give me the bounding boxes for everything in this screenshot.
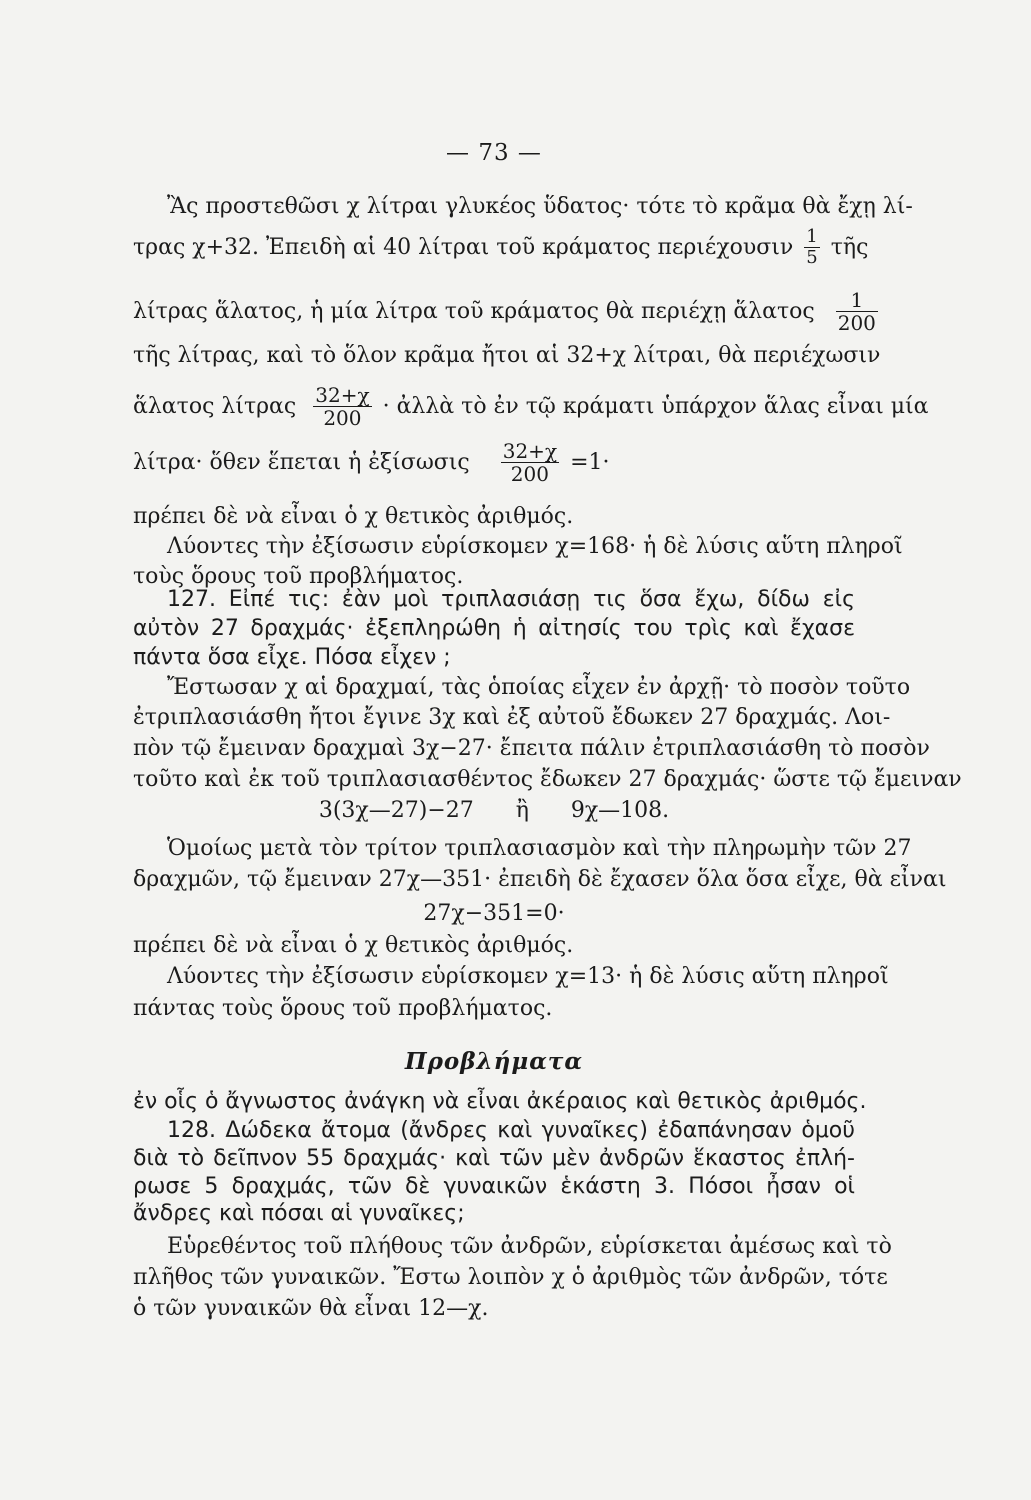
problem-128-line: διὰ τὸ δεῖπνον 55 δραχμάς· καὶ τῶν μὲν ἀνδρῶν ἕκαστος ἐπλή-: [133, 1146, 855, 1171]
text-line-with-fraction: [133, 288, 876, 335]
section-subtitle: ἐν οἷς ὁ ἄγνωστος ἀνάγκη νὰ εἶναι ἀκέραιος καὶ θετικὸς ἀριθμός.: [133, 1089, 867, 1114]
text-line-with-fraction: [133, 226, 869, 268]
text-line: δραχμῶν, τῷ ἔμειναν 27χ—351· ἐπειδὴ δὲ ἔχασεν ὅλα ὅσα εἶχε, θὰ εἶναι: [133, 867, 947, 892]
equation-line: 3(3χ—27)−27 ἢ 9χ—108.: [318, 798, 670, 823]
problem-127-line: αὐτὸν 27 δραχμάς· ἐξεπληρώθη ἡ αἰτησίς του τρὶς καὶ ἔχασε: [133, 616, 855, 641]
fraction-denominator: 5: [806, 246, 818, 268]
text-line: Ὁμοίως μετὰ τὸν τρίτον τριπλασιασμὸν καὶ τὴν πληρωμὴν τῶν 27: [167, 836, 912, 861]
problem-128-line: 128. Δώδεκα ἄτομα (ἄνδρες καὶ γυναῖκες) ἐδαπάνησαν ὁμοῦ: [167, 1118, 855, 1143]
section-heading: Προβλήματα: [404, 1048, 584, 1075]
document-page: [133, 0, 962, 1500]
text-fragment: λίτρας ἅλατος, ἡ μία λίτρα τοῦ κράματος θὰ περιέχῃ ἅλατος: [133, 299, 815, 324]
text-line: πρέπει δὲ νὰ εἶναι ὁ χ θετικὸς ἀριθμός.: [133, 933, 574, 958]
text-line: Λύοντες τὴν ἐξίσωσιν εὑρίσκομεν χ=13· ἡ δὲ λύσις αὕτη πληροῖ: [167, 964, 889, 989]
problem-127-line: πάντα ὅσα εἶχε. Πόσα εἶχεν ;: [133, 645, 451, 670]
fraction-denominator: 200: [837, 311, 876, 335]
text-line: τῆς λίτρας, καὶ τὸ ὅλον κρᾶμα ἤτοι αἱ 32+χ λίτραι, θὰ περιέχωσιν: [133, 343, 881, 368]
text-fragment: τῆς: [830, 234, 869, 260]
text-line: Εὑρεθέντος τοῦ πλήθους τῶν ἀνδρῶν, εὑρίσκεται ἀμέσως καὶ τὸ: [167, 1234, 892, 1259]
text-line: τοῦτο καὶ ἐκ τοῦ τριπλασιασθέντος ἔδωκεν 27 δραχμάς· ὥστε τῷ ἔμειναν: [133, 767, 962, 792]
text-fragment: τρας χ+32. Ἐπειδὴ αἱ 40 λίτραι τοῦ κράματος περιέχουσιν: [133, 234, 794, 260]
page-number: — 73 —: [446, 140, 542, 166]
text-line: Ἂς προστεθῶσι χ λίτραι γλυκέος ὕδατος· τότε τὸ κρᾶμα θὰ ἔχῃ λί-: [167, 194, 913, 219]
text-line: πλῆθος τῶν γυναικῶν. Ἔστω λοιπὸν χ ὁ ἀριθμὸς τῶν ἀνδρῶν, τότε: [133, 1265, 888, 1290]
text-line: πὸν τῷ ἔμειναν δραχμαὶ 3χ−27· ἔπειτα πάλιν ἐτριπλασιάσθη τὸ ποσὸν: [133, 736, 930, 761]
fraction-numerator: 32+χ: [502, 439, 558, 463]
text-fragment: · ἀλλὰ τὸ ἐν τῷ κράματι ὑπάρχον ἅλας εἶναι μία: [382, 394, 929, 419]
fraction-one-fifth: [804, 228, 819, 268]
text-line: Ἔστωσαν χ αἱ δραχμαί, τὰς ὁποίας εἶχεν ἐν ἀρχῇ· τὸ ποσὸν τοῦτο: [167, 675, 911, 700]
equation-line: 27χ−351=0·: [423, 901, 565, 926]
text-fragment: =1·: [570, 450, 610, 475]
text-line: Λύοντες τὴν ἐξίσωσιν εὑρίσκομεν χ=168· ἡ δὲ λύσις αὕτη πληροῖ: [167, 534, 903, 559]
text-fragment: λίτρα· ὅθεν ἕπεται ἡ ἐξίσωσις: [133, 450, 470, 475]
fraction-one-200: [836, 290, 878, 334]
fraction-numerator: 32+χ: [315, 383, 370, 407]
text-fragment: ἅλατος λίτρας: [133, 394, 297, 419]
problem-128-line: ρωσε 5 δραχμάς, τῶν δὲ γυναικῶν ἑκάστη 3. Πόσοι ἦσαν οἱ: [133, 1174, 855, 1199]
text-line-with-fraction: [133, 383, 929, 430]
fraction-denominator: 200: [313, 406, 371, 429]
text-line: τοὺς ὅρους τοῦ προβλήματος.: [133, 564, 464, 589]
fraction-numerator: 1: [850, 288, 864, 312]
text-line-with-fraction: [133, 441, 855, 485]
text-line: πρέπει δὲ νὰ εἶναι ὁ χ θετικὸς ἀριθμός.: [133, 504, 574, 529]
text-line: ἐτριπλασιάσθη ἤτοι ἔγινε 3χ καὶ ἐξ αὐτοῦ ἔδωκεν 27 δραχμάς. Λοι-: [133, 705, 891, 730]
text-line: ὁ τῶν γυναικῶν θὰ εἶναι 12—χ.: [133, 1296, 489, 1321]
fraction-denominator: 200: [501, 462, 559, 485]
problem-127-line: 127. Εἰπέ τις: ἐὰν μοὶ τριπλασιάσῃ τις ὅσα ἔχω, δίδω εἰς: [167, 587, 855, 612]
fraction-numerator: 1: [806, 226, 818, 247]
fraction-32-plus-x-over-200: [313, 385, 371, 429]
text-line: πάντας τοὺς ὅρους τοῦ προβλήματος.: [133, 996, 553, 1021]
problem-128-line: ἄνδρες καὶ πόσαι αἱ γυναῖκες;: [133, 1201, 465, 1226]
fraction-32-plus-x-over-200-equation: [501, 441, 559, 485]
